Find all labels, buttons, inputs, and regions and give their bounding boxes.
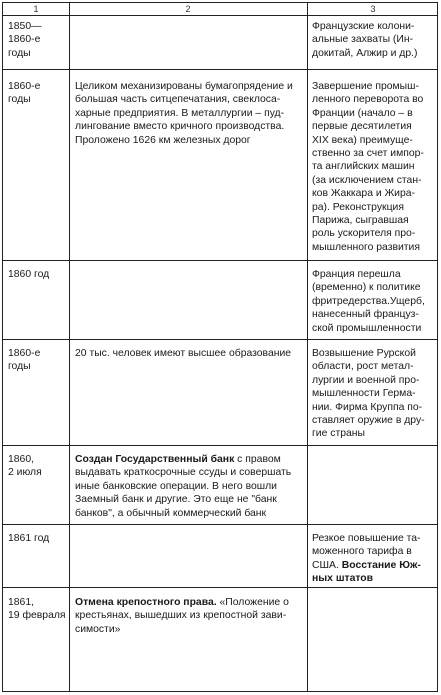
text-line: нанесенный француз-: [312, 309, 419, 321]
text-line: роль ускорителя про-: [312, 228, 416, 240]
text-line: симости»: [75, 623, 121, 635]
text-line: Проложено 1626 км железных дорог: [75, 134, 251, 146]
table-row-event: [312, 20, 436, 60]
text-line: та английских машин: [312, 161, 415, 173]
table-row-description: [75, 347, 303, 360]
bold-text: Отмена крепостного права.: [75, 597, 217, 608]
text-line: XIX века) преимуще-: [312, 134, 413, 146]
text-line: (за исключением стан-: [312, 174, 422, 186]
date-line: 1860-е: [8, 81, 41, 92]
text-line: Заемный банк и другие. Это еще не "банк: [75, 494, 277, 506]
text-line: ленного переворота во: [312, 94, 424, 106]
text-line: [75, 453, 303, 466]
text-line: [312, 559, 436, 572]
table-row-description: [75, 453, 303, 520]
date-line: 1861 год: [8, 533, 50, 544]
date-line: 2 июля: [8, 467, 42, 479]
row-divider: [3, 339, 437, 340]
table-row-event: [312, 347, 436, 441]
table-row-date: [8, 596, 70, 623]
text-line: Завершение промыш-: [312, 81, 419, 92]
text-line: мышленности Герма-: [312, 388, 416, 400]
date-line: 19 февраля: [8, 610, 66, 622]
text-line: ков Жаккара и Жира-: [312, 188, 415, 200]
text-line: Франции (начало – в: [312, 107, 413, 119]
bold-text: Создан Государственный банк: [75, 454, 235, 465]
text-line: Возвышение Рурской: [312, 348, 416, 359]
table-row-event: [312, 80, 436, 254]
table-row-date: [8, 347, 70, 374]
text-line: лургии и военной про-: [312, 374, 420, 386]
text-line: первые десятилетия: [312, 121, 412, 133]
text-line: ра). Реконструкция: [312, 201, 404, 213]
text-line: докитай, Алжир и др.): [312, 47, 418, 59]
text-line: Французские колони-: [312, 21, 415, 32]
text-line: иные банковские операции. В него вошли: [75, 480, 277, 492]
date-line: 1860-е: [8, 348, 41, 359]
row-divider: [3, 260, 437, 261]
text-line: [75, 596, 303, 609]
table-row-date: [8, 453, 70, 480]
date-line: 1860,: [8, 454, 35, 465]
date-line: 1860 год: [8, 269, 50, 280]
date-line: годы: [8, 94, 31, 106]
table-row-date: [8, 268, 70, 281]
text-line: Целиком механизированы бумагопрядение и: [75, 81, 293, 92]
text-line: крестьянах, вышедших из крепостной зави-: [75, 610, 287, 622]
table-row-event: [312, 532, 436, 586]
column-header-2: 2: [185, 4, 191, 14]
text-line: ставляет оружие в дру-: [312, 415, 425, 427]
date-line: 1860-е: [8, 34, 41, 46]
date-line: годы: [8, 361, 31, 373]
text-line: Парижа, сыгравшая: [312, 215, 409, 227]
text-line: харные предприятия. В металлургии – пуд-: [75, 107, 285, 119]
row-divider: [3, 69, 437, 70]
column-header-1: 1: [33, 4, 39, 14]
column-header-3: 3: [370, 4, 376, 14]
date-line: годы: [8, 47, 31, 59]
text-span: США.: [312, 559, 339, 571]
text-line: большая часть ситцепечатания, свеклоса-: [75, 94, 281, 106]
table-row-date: [8, 20, 70, 60]
row-divider: [3, 445, 437, 446]
text-line: мышленного развития: [312, 241, 420, 253]
bold-text: Восстание Юж-: [341, 559, 421, 571]
history-table: [2, 2, 438, 692]
text-line: выдавать краткосрочные ссуды и совершать: [75, 467, 292, 479]
text-line: Резкое повышение та-: [312, 533, 421, 544]
text-line: ской промышленности: [312, 322, 422, 334]
text-line: гие страны: [312, 428, 365, 440]
text-line: моженного тарифа в: [312, 546, 412, 558]
text-line: (временно) к политике: [312, 282, 421, 294]
text-line: фритредерства.Ущерб,: [312, 295, 425, 307]
table-row-description: [75, 80, 303, 147]
table-row-event: [312, 268, 436, 335]
table-row-date: [8, 532, 70, 545]
text-line: [312, 572, 436, 585]
row-divider: [3, 524, 437, 525]
row-divider: [3, 587, 437, 588]
text-line: лингование вместо кричного производства.: [75, 121, 285, 133]
bold-text: ных штатов: [312, 573, 374, 585]
date-line: 1861,: [8, 597, 35, 608]
row-divider: [3, 15, 437, 16]
text-line: нии. Фирма Круппа по-: [312, 401, 423, 413]
text-line: ственно за счет импор-: [312, 148, 424, 160]
table-row-date: [8, 80, 70, 107]
date-line: 1850—: [8, 21, 42, 32]
text-line: банков", а обычный коммерческий банк: [75, 507, 267, 519]
text-line: Франция перешла: [312, 269, 401, 280]
text-line: альные захваты (Ин-: [312, 34, 414, 46]
text-line: области, рост метал-: [312, 361, 414, 373]
text-span: «Положение о: [216, 597, 289, 608]
text-line: 20 тыс. человек имеют высшее образование: [75, 348, 292, 359]
table-row-description: [75, 596, 303, 636]
text-span: с правом: [234, 454, 281, 465]
